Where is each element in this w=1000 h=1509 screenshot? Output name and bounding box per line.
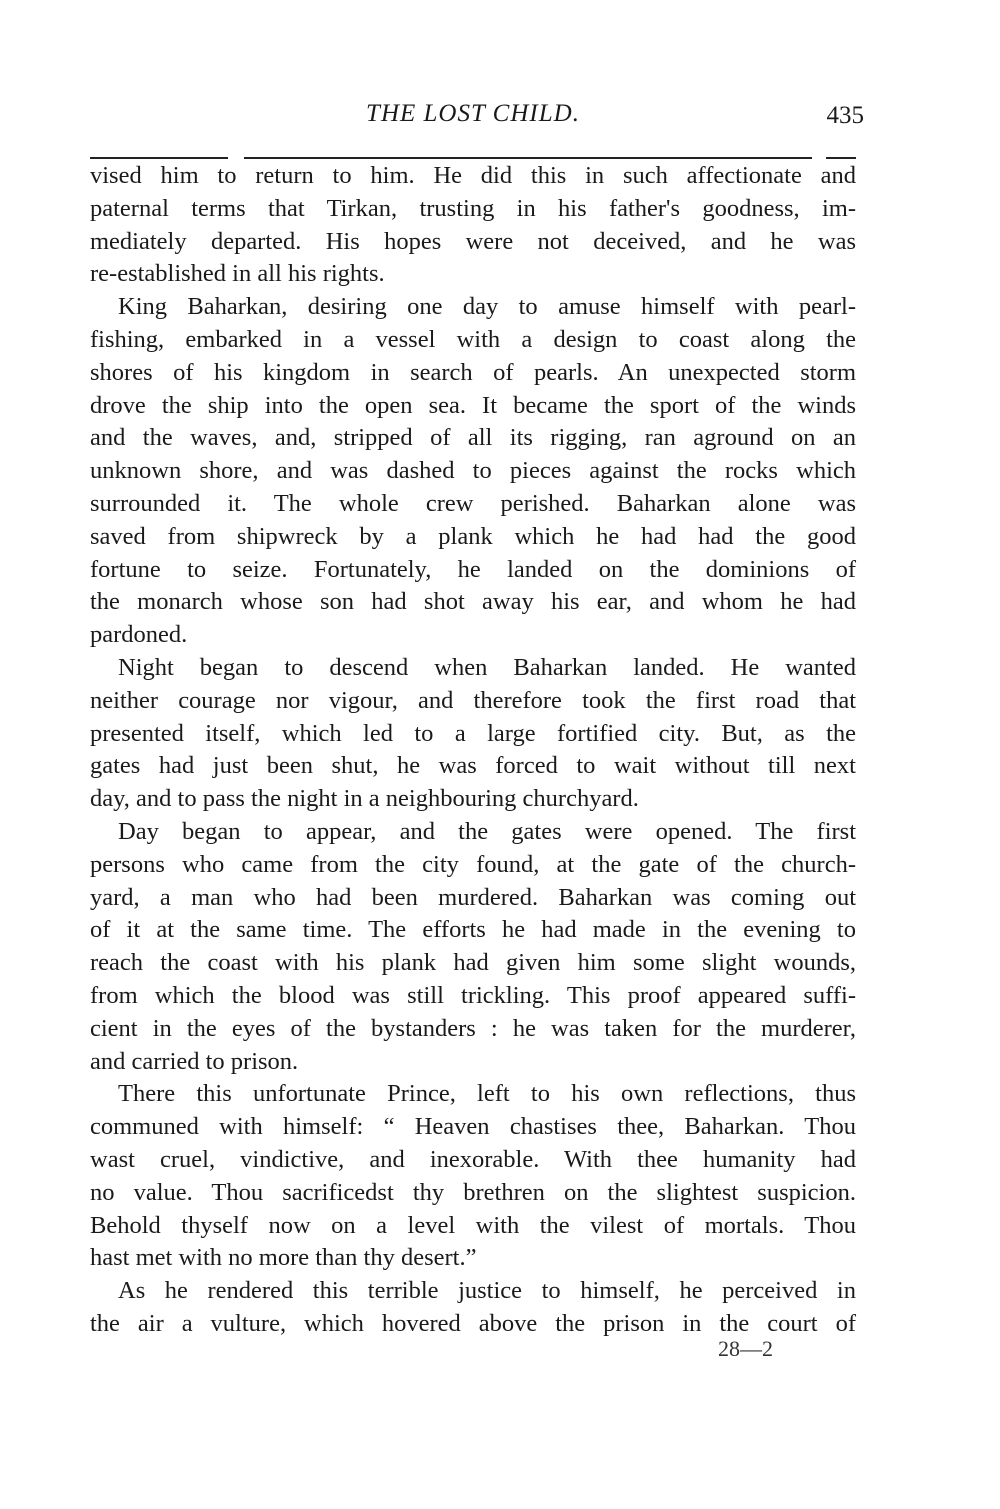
text-line: Day began to appear, and the gates were opened. The first	[118, 817, 856, 845]
paragraph	[90, 1078, 856, 1275]
text-line: pardoned.	[90, 621, 188, 649]
page-body	[90, 160, 856, 1341]
text-line: fortune to seize. Fortunately, he landed on the dominions of	[90, 555, 856, 583]
page-number: 435	[826, 102, 864, 129]
text-line: fishing, embarked in a vessel with a design to coast along the	[90, 325, 856, 353]
text-line: reach the coast with his plank had given him some slight wounds,	[90, 949, 856, 977]
paragraph	[90, 816, 856, 1078]
signature-mark: 28—2	[718, 1336, 773, 1361]
text-line: King Baharkan, desiring one day to amuse himself with pearl-	[118, 293, 856, 321]
text-line: shores of his kingdom in search of pearls. An unexpected storm	[90, 358, 856, 386]
text-line: vised him to return to him. He did this in such affectionate and	[90, 162, 856, 189]
paragraph	[90, 1275, 856, 1341]
text-line: and the waves, and, stripped of all its rigging, ran aground on an	[90, 424, 856, 452]
text-line: Night began to descend when Baharkan landed. He wanted	[118, 653, 856, 681]
paragraph	[90, 291, 856, 652]
text-line: wast cruel, vindictive, and inexorable. With thee humanity had	[90, 1145, 856, 1173]
text-line: saved from shipwreck by a plank which he had had the good	[90, 522, 856, 550]
text-line: gates had just been shut, he was forced to wait without till next	[90, 752, 856, 780]
text-line: re-established in all his rights.	[90, 260, 385, 288]
text-line: presented itself, which led to a large fortified city. But, as the	[90, 719, 856, 747]
running-title: THE LOST CHILD.	[366, 100, 580, 127]
text-line: mediately departed. His hopes were not deceived, and he was	[90, 227, 856, 255]
text-line: hast met with no more than thy desert.”	[90, 1244, 477, 1272]
text-line: the air a vulture, which hovered above the prison in the court of	[90, 1309, 856, 1337]
text-line: yard, a man who had been murdered. Baharkan was coming out	[90, 883, 856, 911]
header-rule	[826, 157, 856, 159]
text-line: day, and to pass the night in a neighbouring churchyard.	[90, 785, 639, 813]
text-line: persons who came from the city found, at the gate of the church-	[90, 850, 856, 878]
running-header	[90, 96, 864, 136]
text-line: neither courage nor vigour, and therefore took the first road that	[90, 686, 856, 714]
paragraph	[90, 652, 856, 816]
text-line: drove the ship into the open sea. It became the sport of the winds	[90, 391, 856, 419]
text-line: and carried to prison.	[90, 1047, 299, 1075]
text-line: unknown shore, and was dashed to pieces against the rocks which	[90, 457, 856, 485]
text-line: Behold thyself now on a level with the vilest of mortals. Thou	[90, 1211, 856, 1239]
text-line: As he rendered this terrible justice to himself, he perceived in	[118, 1277, 856, 1305]
text-line: There this unfortunate Prince, left to his own reflections, thus	[118, 1080, 856, 1108]
text-line: from which the blood was still trickling. This proof appeared suffi-	[90, 981, 856, 1009]
text-line: no value. Thou sacrificedst thy brethren on the slightest suspicion.	[90, 1178, 856, 1206]
text-line: communed with himself: “ Heaven chastises thee, Baharkan. Thou	[90, 1113, 856, 1141]
text-line: the monarch whose son had shot away his ear, and whom he had	[90, 588, 856, 616]
text-line: surrounded it. The whole crew perished. Baharkan alone was	[90, 489, 856, 517]
text-line: cient in the eyes of the bystanders : he was taken for the murderer,	[90, 1014, 856, 1042]
header-rule	[244, 157, 812, 159]
header-rule	[90, 157, 228, 159]
text-line: paternal terms that Tirkan, trusting in his father's goodness, im-	[90, 194, 856, 222]
text-line: of it at the same time. The efforts he had made in the evening to	[90, 916, 856, 944]
paragraph	[90, 160, 856, 291]
